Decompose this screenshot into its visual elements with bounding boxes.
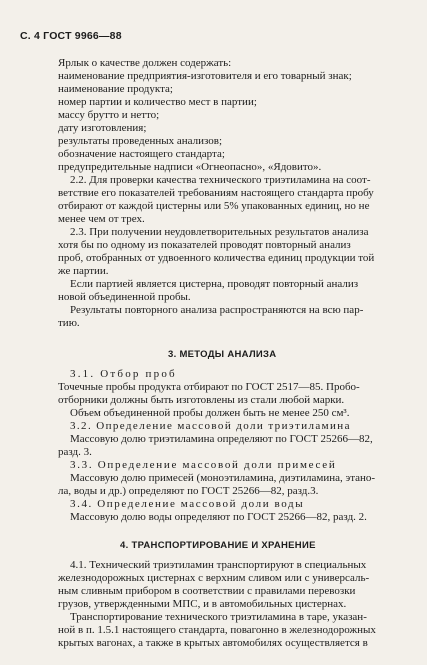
label-item: номер партии и количество мест в партии; xyxy=(58,96,257,108)
subsection-title: 3.4. Определение массовой доли воды xyxy=(70,498,305,510)
subsection-title: 3.1. Отбор проб xyxy=(70,368,177,380)
label-item: наименование продукта; xyxy=(58,83,173,95)
paragraph-line: 2.2. Для проверки качества технического триэтиламина на соот- xyxy=(70,174,371,186)
paragraph-line: менее чем от трех. xyxy=(58,213,145,225)
label-item: обозначение настоящего стандарта; xyxy=(58,148,225,160)
paragraph-line: отбирают от каждой цистерны или 5% упакованных единиц, но не xyxy=(58,200,370,212)
label-item: результаты проведенных анализов; xyxy=(58,135,223,147)
paragraph-line: грузов, утвержденными МПС, и в автомобильных цистернах. xyxy=(58,598,347,610)
section-heading: 4. ТРАНСПОРТИРОВАНИЕ И ХРАНЕНИЕ xyxy=(120,540,316,551)
paragraph-line: 4.1. Технический триэтиламин транспортируют в специальных xyxy=(70,559,367,571)
section-heading: 3. МЕТОДЫ АНАЛИЗА xyxy=(168,349,277,360)
paragraph-line: новой объединенной пробы. xyxy=(58,291,191,303)
paragraph-line: отборники должны быть изготовлены из стали любой марки. xyxy=(58,394,345,406)
paragraph-line: 2.3. При получении неудовлетворительных результатов анализа xyxy=(70,226,369,238)
label-item: дату изготовления; xyxy=(58,122,147,134)
paragraph-line: Если партией является цистерна, проводят повторный анализ xyxy=(70,278,359,290)
subsection-title: 3.3. Определение массовой доли примесей xyxy=(70,459,337,471)
paragraph-line: разд. 3. xyxy=(58,446,92,458)
paragraph-line: Точечные пробы продукта отбирают по ГОСТ 2517—85. Пробо- xyxy=(58,381,360,393)
page-header: С. 4 ГОСТ 9966—88 xyxy=(20,30,122,42)
paragraph-line: Массовую долю примесей (моноэтиламина, диэтиламина, этано- xyxy=(70,472,376,484)
paragraph-line: крытых вагонах, а также в крытых автомобилях осуществляется в xyxy=(58,637,368,649)
label-item: предупредительные надписи «Огнеопасно», «Ядовито». xyxy=(58,161,322,173)
label-title: Ярлык о качестве должен содержать: xyxy=(58,57,232,69)
paragraph-line: хотя бы по одному из показателей проводят повторный анализ xyxy=(58,239,351,251)
paragraph-line: Результаты повторного анализа распространяются на всю пар- xyxy=(70,304,364,316)
paragraph-line: тию. xyxy=(58,317,80,329)
paragraph-line: ла, воды и др.) определяют по ГОСТ 25266—82, разд.3. xyxy=(58,485,319,497)
paragraph-line: Транспортирование технического триэтиламина в таре, указан- xyxy=(70,611,367,623)
subsection-title: 3.2. Определение массовой доли триэтиламина xyxy=(70,420,351,432)
paragraph-line: Массовую долю воды определяют по ГОСТ 25266—82, разд. 2. xyxy=(70,511,367,523)
paragraph-line: Объем объединенной пробы должен быть не менее 250 см³. xyxy=(70,407,350,419)
paragraph-line: ветствие его показателей требованиям настоящего стандарта пробу xyxy=(58,187,374,199)
paragraph-line: ным сливным прибором в соответствии с правилами перевозки xyxy=(58,585,356,597)
paragraph-line: проб, отобранных от удвоенного количества единиц продукции той xyxy=(58,252,375,264)
paragraph-line: же партии. xyxy=(58,265,109,277)
label-item: массу брутто и нетто; xyxy=(58,109,160,121)
paragraph-line: ной в п. 1.5.1 настоящего стандарта, повагонно в железнодорожных xyxy=(58,624,376,636)
paragraph-line: Массовую долю триэтиламина определяют по ГОСТ 25266—82, xyxy=(70,433,373,445)
label-item: наименование предприятия-изготовителя и его товарный знак; xyxy=(58,70,352,82)
paragraph-line: железнодорожных цистернах с верхним сливом или с универсаль- xyxy=(58,572,370,584)
